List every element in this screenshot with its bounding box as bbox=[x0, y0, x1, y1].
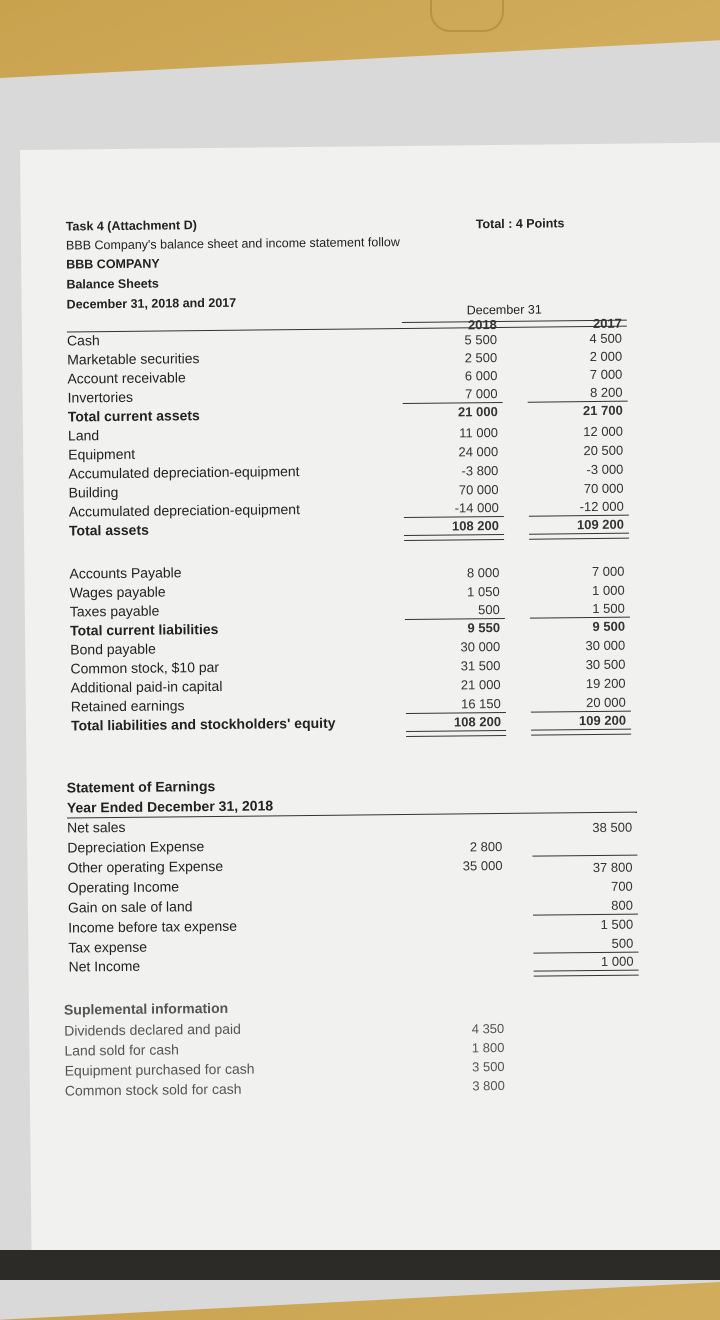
asset-label: Total current assets bbox=[67, 407, 200, 425]
asset-2018: 21 000 bbox=[457, 404, 498, 420]
liability-2018: 108 200 bbox=[453, 713, 502, 730]
asset-2017: 21 700 bbox=[582, 402, 623, 419]
total-points: Total : 4 Points bbox=[475, 216, 565, 232]
supplemental-label: Equipment purchased for cash bbox=[64, 1060, 255, 1079]
asset-2018: 6 000 bbox=[464, 368, 498, 384]
document-page bbox=[20, 143, 720, 1260]
supplemental-value: 3 500 bbox=[472, 1058, 505, 1075]
supplemental-label: Dividends declared and paid bbox=[64, 1020, 241, 1039]
earnings-label: Tax expense bbox=[68, 938, 148, 956]
liability-label: Accounts Payable bbox=[69, 564, 182, 582]
liability-2018: 31 500 bbox=[460, 657, 501, 674]
net-income-double-rule bbox=[534, 970, 639, 977]
liability-2018: 8 000 bbox=[466, 565, 500, 581]
earnings-outer-value: 800 bbox=[611, 897, 634, 913]
liability-2017: 1 000 bbox=[592, 582, 625, 599]
statement-dates: December 31, 2018 and 2017 bbox=[66, 295, 237, 312]
liability-label: Retained earnings bbox=[70, 697, 185, 715]
supplemental-label: Land sold for cash bbox=[64, 1041, 179, 1059]
earnings-outer-value: 1 500 bbox=[600, 916, 634, 932]
earnings-outer-value: 700 bbox=[610, 878, 633, 894]
asset-2018: 70 000 bbox=[458, 482, 499, 498]
earnings-label: Net sales bbox=[67, 818, 126, 836]
earnings-period: Year Ended December 31, 2018 bbox=[66, 797, 274, 816]
asset-label: Accumulated depreciation-equipment bbox=[68, 501, 301, 520]
asset-2018: 5 500 bbox=[464, 332, 498, 348]
supplemental-value: 1 800 bbox=[471, 1039, 505, 1056]
asset-label: Equipment bbox=[68, 445, 136, 463]
supplemental-value: 3 800 bbox=[472, 1077, 505, 1094]
liability-2017: 7 000 bbox=[591, 563, 625, 580]
earnings-label: Income before tax expense bbox=[68, 917, 238, 936]
asset-2018: 2 500 bbox=[464, 350, 498, 366]
earnings-label: Gain on sale of land bbox=[67, 898, 193, 916]
liability-2018: 500 bbox=[478, 602, 500, 618]
company-name: BBB COMPANY bbox=[66, 256, 160, 272]
intro-text: BBB Company's balance sheet and income statement follow bbox=[65, 235, 400, 253]
asset-2017: 20 500 bbox=[583, 442, 624, 459]
liability-label: Wages payable bbox=[69, 583, 166, 601]
asset-2017: 109 200 bbox=[576, 516, 625, 533]
asset-label: Marketable securities bbox=[67, 350, 200, 368]
liability-2017: 30 000 bbox=[585, 637, 626, 654]
supplemental-title: Suplemental information bbox=[63, 999, 229, 1018]
liability-2018: 9 550 bbox=[467, 619, 501, 636]
liability-2018: 16 150 bbox=[460, 695, 501, 712]
liability-2017: 109 200 bbox=[578, 712, 627, 729]
asset-label: Land bbox=[67, 427, 100, 444]
earnings-inner-value: 2 800 bbox=[469, 838, 503, 855]
total-double-rule bbox=[529, 533, 629, 540]
liability-2017: 9 500 bbox=[592, 618, 626, 635]
column-group-header: December 31 bbox=[466, 302, 542, 318]
task-title: Task 4 (Attachment D) bbox=[65, 218, 197, 234]
asset-2018: -14 000 bbox=[454, 500, 499, 516]
earnings-label: Depreciation Expense bbox=[67, 838, 205, 856]
earnings-outer-value: 1 000 bbox=[600, 953, 634, 969]
liability-2017: 30 500 bbox=[585, 656, 626, 673]
liability-2017: 19 200 bbox=[585, 675, 626, 692]
earnings-outer-value: 37 800 bbox=[592, 859, 633, 876]
asset-label: Building bbox=[68, 483, 119, 501]
asset-2018: -3 800 bbox=[461, 463, 499, 479]
total-double-rule bbox=[406, 730, 506, 737]
asset-label: Invertories bbox=[67, 388, 134, 406]
liability-label: Bond payable bbox=[70, 640, 156, 658]
liability-label: Common stock, $10 par bbox=[70, 658, 220, 677]
asset-2017: 12 000 bbox=[583, 423, 624, 440]
earnings-outer-value: 38 500 bbox=[592, 819, 633, 836]
earnings-label: Operating Income bbox=[67, 878, 180, 896]
asset-2017: 8 200 bbox=[589, 384, 623, 401]
asset-2017: 70 000 bbox=[583, 480, 624, 497]
asset-2017: -3 000 bbox=[586, 461, 624, 478]
asset-label: Total assets bbox=[68, 521, 149, 539]
asset-2017: 4 500 bbox=[589, 330, 623, 347]
earnings-rule bbox=[533, 914, 638, 916]
asset-label: Cash bbox=[66, 332, 100, 349]
liability-2018: 1 050 bbox=[467, 584, 500, 600]
asset-2017: -12 000 bbox=[579, 498, 624, 515]
earnings-outer-value: 500 bbox=[611, 935, 634, 951]
earnings-label: Net Income bbox=[68, 957, 141, 975]
col-2018-header: 2018 bbox=[467, 317, 497, 333]
total-double-rule bbox=[531, 729, 631, 736]
liability-2017: 1 500 bbox=[592, 600, 625, 617]
asset-2018: 7 000 bbox=[464, 386, 498, 402]
liability-label: Total current liabilities bbox=[69, 620, 219, 639]
supplemental-value: 4 350 bbox=[471, 1020, 505, 1037]
liability-2018: 21 000 bbox=[460, 676, 501, 693]
earnings-inner-value: 35 000 bbox=[462, 857, 503, 874]
liability-2018: 30 000 bbox=[460, 638, 501, 655]
statement-title: Balance Sheets bbox=[66, 276, 159, 292]
liability-label: Additional paid-in capital bbox=[70, 677, 223, 696]
asset-2018: 11 000 bbox=[459, 425, 499, 441]
asset-2017: 2 000 bbox=[589, 348, 623, 365]
earnings-label: Other operating Expense bbox=[67, 857, 224, 876]
desk-shadow bbox=[0, 1250, 720, 1280]
total-double-rule bbox=[404, 534, 504, 541]
asset-label: Accumulated depreciation-equipment bbox=[68, 463, 300, 482]
col-2017-header: 2017 bbox=[592, 315, 622, 332]
asset-2018: 108 200 bbox=[451, 518, 500, 534]
liability-label: Total liabilities and stockholders' equity bbox=[70, 714, 336, 734]
supplemental-label: Common stock sold for cash bbox=[64, 1080, 242, 1099]
liability-label: Taxes payable bbox=[69, 602, 160, 620]
binder-clip-mark bbox=[430, 0, 504, 32]
asset-label: Account receivable bbox=[67, 369, 186, 387]
asset-2018: 24 000 bbox=[458, 444, 499, 460]
asset-2017: 7 000 bbox=[589, 366, 623, 383]
earnings-rule bbox=[532, 855, 637, 857]
earnings-title: Statement of Earnings bbox=[66, 777, 216, 796]
liability-2017: 20 000 bbox=[585, 694, 626, 711]
